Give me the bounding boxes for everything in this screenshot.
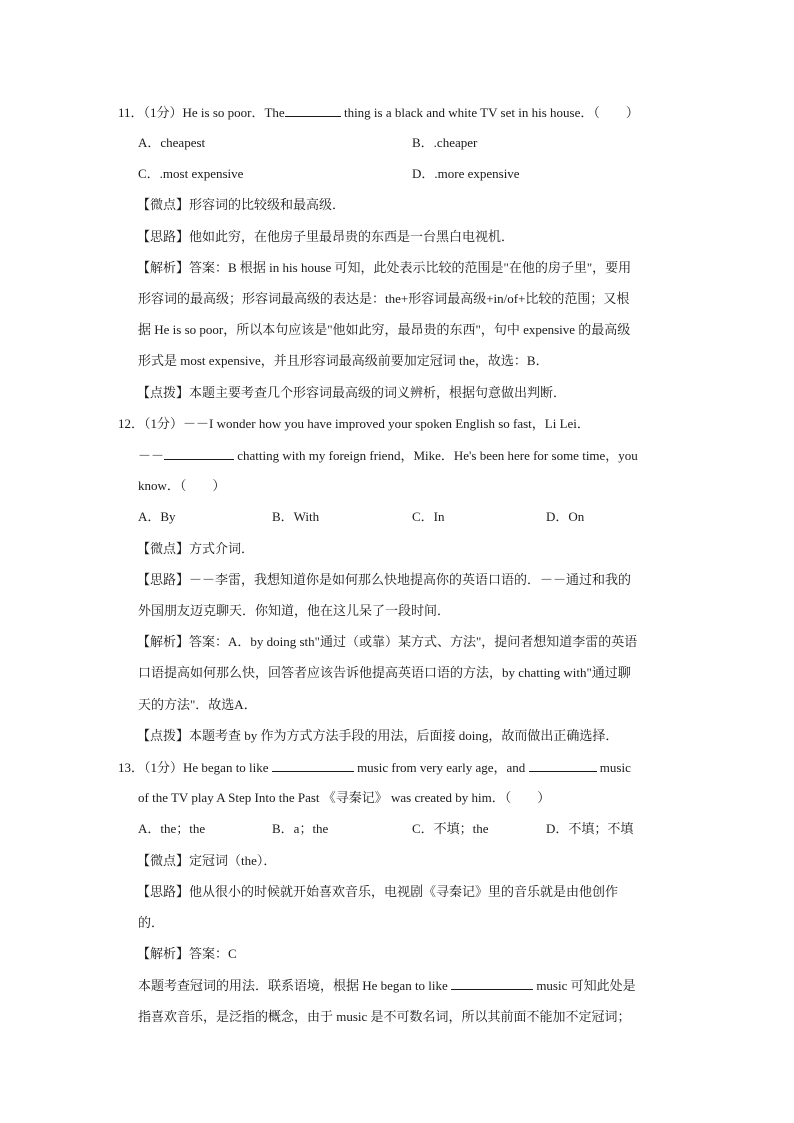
q12-stem-line3: know．（ ） [138, 478, 226, 493]
q12-weidian: 【微点】方式介词． [137, 541, 255, 556]
q12-option-b: B．With [272, 509, 320, 524]
q12-silu-line1: 【思路】－－李雷，我想知道你是如何那么快地提高你的英语口语的．－－通过和我的 [137, 572, 632, 587]
q13-weidian: 【微点】定冠词（the）． [137, 853, 277, 868]
q13-jiexi: 【解析】答案：C [137, 946, 237, 961]
q12-dianbo: 【点拨】本题考查 by 作为方式方法手段的用法，后面接 doing，故而做出正确选择． [137, 728, 619, 743]
q11-blank [285, 103, 341, 117]
q13-body-line1 [138, 976, 636, 995]
q12-jiexi-line2: 口语提高如何那么快，回答者应该告诉他提高英语口语的方法，by chatting with"通过聊 [138, 665, 631, 680]
q11-option-c: C．.most expensive [138, 166, 244, 181]
q11-stem-end: thing is a black and white TV set in his house．（ ） [343, 105, 639, 120]
q13-silu-line1: 【思路】他从很小的时候就开始喜欢音乐，电视剧《寻秦记》里的音乐就是由他创作 [137, 884, 619, 899]
q11-jiexi-line1: 【解析】答案：B 根据 in his house 可知，此处表示比较的范围是"在他的房子里"，要用 [137, 260, 632, 275]
q13-silu-line2: 的． [138, 915, 165, 930]
q13-option-b: B．a；the [272, 821, 329, 836]
q13-body-end: music 可知此处是 [536, 978, 636, 993]
q11-dianbo: 【点拨】本题主要考查几个形容词最高级的词义辨析，根据句意做出判断． [137, 385, 567, 400]
q12-dash: －－ [138, 448, 165, 463]
q13-blank-2 [529, 758, 597, 772]
q11-option-b: B．.cheaper [412, 135, 478, 150]
q12-stem-rest: chatting with my foreign friend，Mike．He's been here for some time，you [237, 448, 638, 463]
q11-jiexi-line2: 形容词的最高级；形容词最高级的表达是：the+形容词最高级+in/of+比较的范围；又根 [138, 291, 630, 306]
q12-silu-line2: 外国朋友迈克聊天．你知道，他在这儿呆了一段时间． [138, 603, 451, 618]
q13-body-line2: 指喜欢音乐，是泛指的概念，由于 music 是不可数名词，所以其前面不能加不定冠词； [138, 1009, 631, 1024]
q13-stem-end: music [599, 760, 631, 775]
q13-blank-1 [272, 758, 354, 772]
q12-stem-line1: 12．（1分）－－I wonder how you have improved your spoken English so fast，Li Lei． [118, 416, 590, 431]
q11-jiexi-line4: 形式是 most expensive，并且形容词最高级前要加定冠词 the，故选：B． [138, 353, 549, 368]
q12-option-a: A．By [138, 509, 176, 524]
q11-option-d: D．.more expensive [412, 166, 520, 181]
q13-stem-middle: music from very early age，and [357, 760, 526, 775]
q12-blank [164, 446, 234, 460]
q13-option-d: D．不填；不填 [546, 821, 634, 836]
q11-stem [118, 103, 639, 122]
q11-silu: 【思路】他如此穷，在他房子里最昂贵的东西是一台黑白电视机． [137, 229, 515, 244]
q11-weidian: 【微点】形容词的比较级和最高级． [137, 197, 346, 212]
q12-jiexi-line1: 【解析】答案：A．by doing sth"通过（或靠）某方式、方法"，提问者想知道李雷的英语 [137, 634, 638, 649]
q12-jiexi-line3: 天的方法"．故选A． [138, 697, 257, 712]
q12-option-d: D．On [546, 509, 585, 524]
q13-body-start: 本题考查冠词的用法．联系语境，根据 He began to like [138, 978, 448, 993]
q13-option-a: A．the；the [138, 821, 206, 836]
q11-stem-start: 11．（1分）He is so poor．The [118, 105, 285, 120]
q13-stem-line2: of the TV play A Step Into the Past 《寻秦记》 was created by him．（ ） [138, 790, 551, 805]
q13-option-c: C．不填；the [412, 821, 489, 836]
q12-stem-line2 [138, 446, 638, 465]
q12-option-c: C．In [412, 509, 445, 524]
q11-option-a: A．cheapest [138, 135, 206, 150]
q11-jiexi-line3: 据 He is so poor，所以本句应该是"他如此穷，最昂贵的东西"，句中 expensive 的最高级 [138, 322, 631, 337]
q13-stem-line1 [118, 758, 631, 777]
q13-body-blank [451, 976, 533, 990]
q13-stem-start: 13．（1分）He began to like [118, 760, 269, 775]
